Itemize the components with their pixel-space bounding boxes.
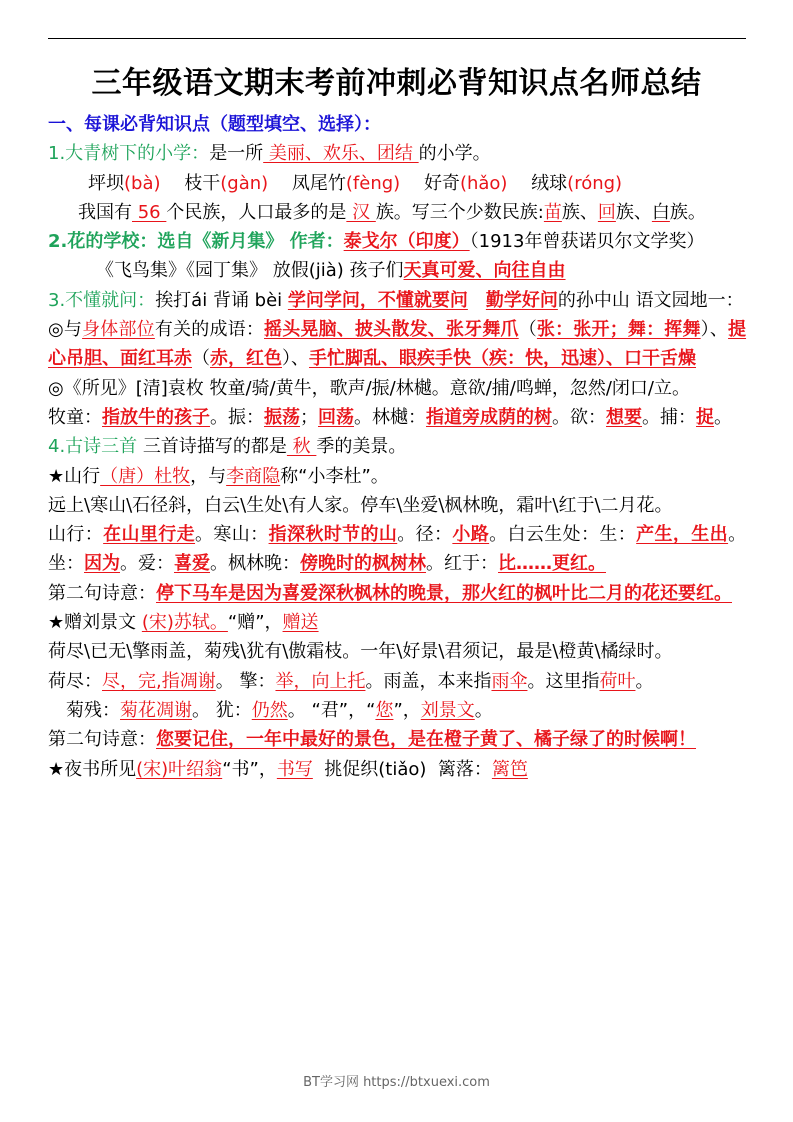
ethnic-paragraph: 我国有 56 个民族，人口最多的是 汉 族。写三个少数民族:苗族、回族、白族。 [78, 201, 706, 223]
answer-blank: 56 [132, 201, 167, 223]
zengliu-meaning: 第二句诗意：您要记住，一年中最好的景色，是在橙子黄了、橘子绿了的时候啊！ [48, 729, 696, 751]
pinyin-item: 枝干(gàn) [184, 172, 269, 194]
answer-blank: 汉 [346, 201, 376, 223]
lesson-1-line [48, 139, 746, 168]
suojian-poem: ◎《所见》[清]袁枚 牧童/骑/黄牛，歌声/振/林樾。意欲/捕/鸣蝉，忽然/闭口/立。 [48, 377, 690, 399]
lesson-4: 4.古诗三首 三首诗描写的都是 秋 季的美景。 [48, 436, 407, 458]
suojian-notes: 牧童：指放牛的孩子。振：振荡；回荡。林樾：指道旁成荫的树。欲：想要。捕：捉。 [48, 406, 732, 428]
pinyin-item: 坪坝(bà) [88, 172, 161, 194]
pinyin-item: 好奇(hǎo) [423, 172, 508, 194]
lesson-3: 3.不懂就问：挨打ái 背诵 bèi 学问学问，不懂就要问 勤学好问的孙中山 语文园地一： [48, 289, 744, 311]
section-heading: 一、每课必背知识点（题型填空、选择）： [48, 114, 381, 135]
lesson-2: 2.花的学校：选自《新月集》 作者：泰戈尔（印度）（1913年曾获诺贝尔文学奖） [48, 231, 705, 253]
pinyin-item: 绒球(róng) [531, 172, 623, 194]
text: 的小学。 [418, 143, 491, 165]
zengliu-poem: 荷尽\已无\擎雨盖，菊残\犹有\傲霜枝。一年\好景\君须记，最是\橙黄\橘绿时。 [48, 641, 673, 663]
zengliu-title: ★赠刘景文 (宋)苏轼。“赠”，赠送 [48, 612, 319, 634]
footer-watermark: BT学习网 https://btxuexi.com [303, 1075, 490, 1090]
lesson-label: 4.古诗三首 [48, 436, 138, 458]
answer-blank: 美丽、欢乐、团结 [263, 143, 419, 165]
top-rule [48, 38, 746, 39]
document-body [48, 110, 746, 784]
shanxing-notes: 山行：在山里行走。寒山：指深秋时节的山。径：小路。白云生处：生：产生，生出。坐：因为。爱：喜爱。枫林晚：傍晚时的枫树林。红于：比……更红。 [48, 524, 747, 575]
lesson-label: 2.花的学校：选自《新月集》 作者： [48, 231, 344, 253]
idioms-paragraph: ◎与身体部位有关的成语：摇头晃脑、披头散发、张牙舞爪（张：张开；舞：挥舞）、提心吊胆、面红耳赤（赤，红色）、手忙脚乱、眼疾手快（疾：快，迅速）、口干舌燥 [48, 319, 747, 370]
page-title: 三年级语文期末考前冲刺必背知识点名师总结 [91, 66, 702, 101]
shanxing-title: ★山行（唐）杜牧，与李商隐称“小李杜”。 [48, 465, 389, 487]
pinyin-line [48, 169, 746, 198]
zengliu-notes-1: 荷尽：尽，完,指凋谢。 擎：举，向上托。雨盖，本来指雨伞。这里指荷叶。 [48, 670, 654, 692]
shanxing-poem: 远上\寒山\石径斜，白云\生处\有人家。停车\坐爱\枫林晚，霜叶\红于\二月花。 [48, 494, 673, 516]
zengliu-notes-2: 菊残：菊花凋谢。 犹：仍然。 “君”，“您”，刘景文。 [66, 699, 493, 721]
text: 是一所 [209, 143, 264, 165]
shanxing-meaning: 第二句诗意：停下马车是因为喜爱深秋枫林的晚景，那火红的枫叶比二月的花还要红。 [48, 582, 732, 604]
pinyin-item: 凤尾竹(fèng) [291, 172, 401, 194]
lesson-2-books: 《飞鸟集》《园丁集》 放假(jià) 孩子们天真可爱、向往自由 [96, 260, 566, 282]
lesson-label: 1.大青树下的小学： [48, 143, 210, 165]
lesson-label: 3.不懂就问： [48, 289, 156, 311]
yeshu-line: ★夜书所见(宋)叶绍翁“书”，书写 挑促织(tiǎo) 篱落：篱笆 [48, 758, 528, 780]
